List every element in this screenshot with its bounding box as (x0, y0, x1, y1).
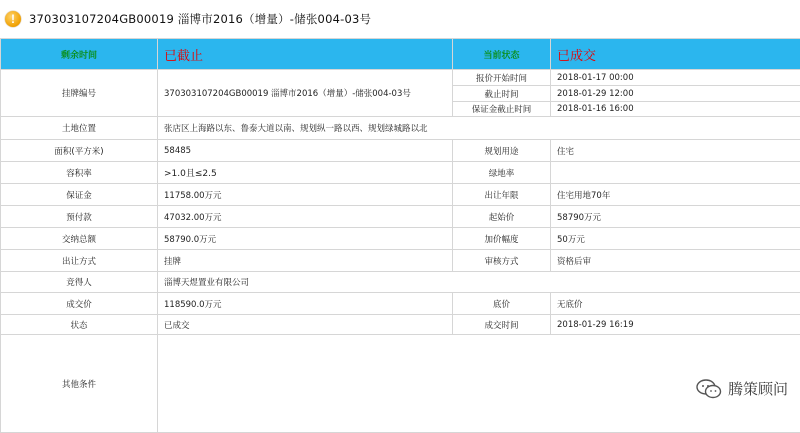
table-row (1, 272, 800, 293)
warning-icon: ! (5, 11, 21, 27)
planned-use-label: 规划用途 (453, 140, 551, 162)
review-label: 审核方式 (453, 250, 551, 272)
deposit-deadline-label: 保证金截止时间 (453, 102, 551, 117)
deal-time-label: 成交时间 (453, 315, 551, 335)
table-row (1, 228, 800, 250)
table-row (1, 117, 800, 140)
current-status-value: 已成交 (551, 39, 800, 70)
state-label: 状态 (1, 315, 158, 335)
deal-time-value: 2018-01-29 16:19 (551, 315, 800, 335)
listing-no-value: 370303107204GB00019 淄博市2016（增量）-储张004-03号 (158, 70, 453, 117)
location-label: 土地位置 (1, 117, 158, 140)
area-value: 58485 (158, 140, 453, 162)
start-price-label: 起始价 (453, 206, 551, 228)
title-bar (0, 0, 800, 39)
winner-value: 淄博天煜置业有限公司 (158, 272, 800, 293)
method-label: 出让方式 (1, 250, 158, 272)
planned-use-value: 住宅 (551, 140, 800, 162)
deposit-label: 保证金 (1, 184, 158, 206)
table-row (1, 70, 800, 86)
watermark (696, 378, 788, 399)
prepay-label: 预付款 (1, 206, 158, 228)
watermark-text: 腾策顾问 (728, 378, 788, 399)
remaining-time-value: 已截止 (158, 39, 453, 70)
table-row (1, 140, 800, 162)
deposit-value: 11758.00万元 (158, 184, 453, 206)
reserve-price-label: 底价 (453, 293, 551, 315)
far-label: 容积率 (1, 162, 158, 184)
start-price-value: 58790万元 (551, 206, 800, 228)
deadline-label: 截止时间 (453, 86, 551, 102)
winner-label: 竞得人 (1, 272, 158, 293)
status-header-row (1, 39, 800, 70)
total-label: 交纳总额 (1, 228, 158, 250)
table-row (1, 293, 800, 315)
table-row (1, 184, 800, 206)
prepay-value: 47032.00万元 (158, 206, 453, 228)
page-title: 370303107204GB00019 淄博市2016（增量）-储张004-03号 (29, 11, 371, 27)
table-row (1, 315, 800, 335)
method-value: 挂牌 (158, 250, 453, 272)
table-row (1, 206, 800, 228)
green-ratio-label: 绿地率 (453, 162, 551, 184)
listing-no-label: 挂牌编号 (1, 70, 158, 117)
table-row (1, 250, 800, 272)
current-status-label: 当前状态 (453, 39, 551, 70)
listing-detail-table (0, 38, 800, 433)
increment-label: 加价幅度 (453, 228, 551, 250)
total-value: 58790.0万元 (158, 228, 453, 250)
deal-price-label: 成交价 (1, 293, 158, 315)
green-ratio-value (551, 162, 800, 184)
deal-price-value: 118590.0万元 (158, 293, 453, 315)
term-value: 住宅用地70年 (551, 184, 800, 206)
table-row (1, 162, 800, 184)
location-value: 张店区上海路以东、鲁泰大道以南、规划纵一路以西、规划绿城路以北 (158, 117, 800, 140)
reserve-price-value: 无底价 (551, 293, 800, 315)
remaining-time-label: 剩余时间 (1, 39, 158, 70)
deposit-deadline-value: 2018-01-16 16:00 (551, 102, 800, 117)
other-conditions-label: 其他条件 (1, 335, 158, 433)
area-label: 面积(平方米) (1, 140, 158, 162)
quote-start-value: 2018-01-17 00:00 (551, 70, 800, 86)
far-value: >1.0且≤2.5 (158, 162, 453, 184)
state-value: 已成交 (158, 315, 453, 335)
quote-start-label: 报价开始时间 (453, 70, 551, 86)
deadline-value: 2018-01-29 12:00 (551, 86, 800, 102)
term-label: 出让年限 (453, 184, 551, 206)
increment-value: 50万元 (551, 228, 800, 250)
review-value: 资格后审 (551, 250, 800, 272)
wechat-icon (696, 379, 722, 399)
table-row (1, 335, 800, 433)
